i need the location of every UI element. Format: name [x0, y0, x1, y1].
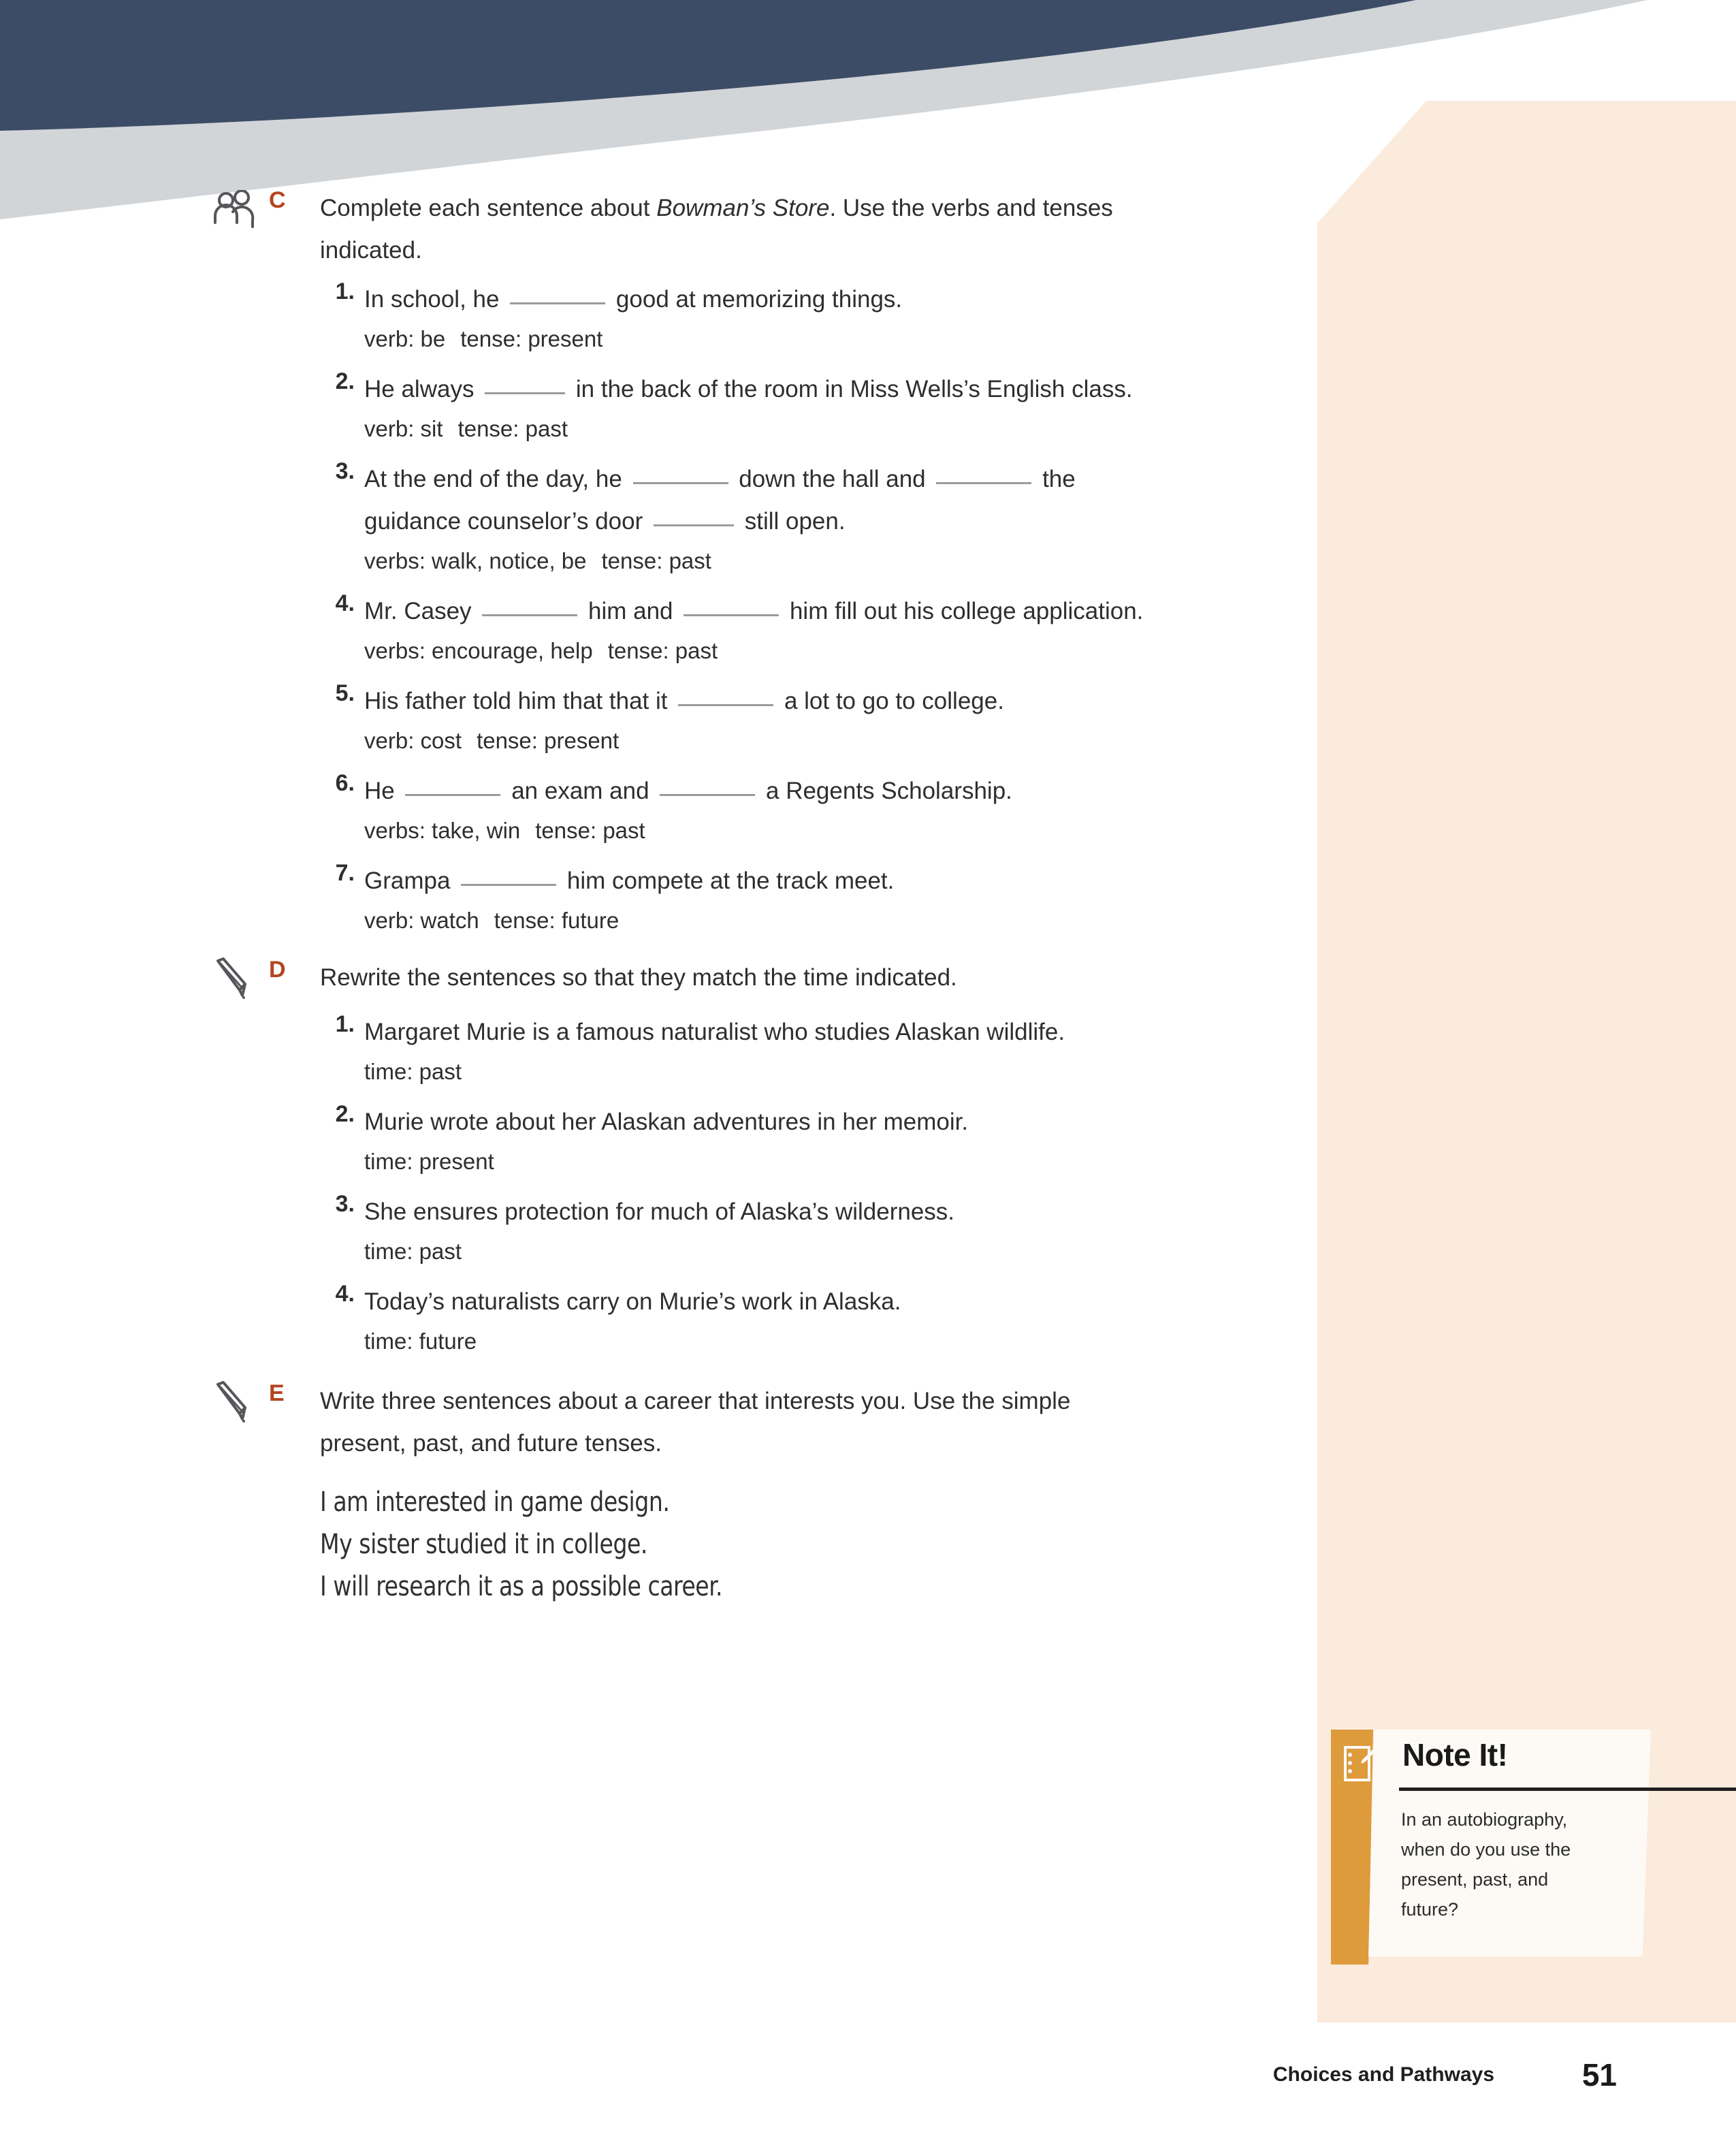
hint-tense: tense: present [477, 728, 620, 753]
exercise-e-answers [0, 1481, 1317, 1608]
exercise-e-letter: E [269, 1380, 285, 1406]
exercise-c-letter: C [269, 187, 287, 213]
sentence-part: Mr. Casey [364, 598, 479, 624]
item-hint: time: past [364, 1239, 462, 1264]
exercise-d-items [0, 1011, 1317, 1361]
item-sentence [364, 860, 1144, 902]
student-answer-line[interactable]: My sister studied it in college. [320, 1529, 647, 1560]
answer-blank[interactable] [660, 794, 755, 796]
item-sentence [364, 368, 1144, 411]
exercise-d-instruction: Rewrite the sentences so that they match the time indicated. [320, 964, 957, 991]
sentence-part: He always [364, 376, 481, 402]
sentence-part: His father told him that that it [364, 688, 675, 714]
item-number: 5. [335, 680, 355, 706]
item-number: 3. [335, 1191, 355, 1217]
hint-verb: verb: be [364, 326, 446, 351]
pencil-icon [212, 1380, 261, 1425]
item-hint [364, 319, 1144, 359]
item-sentence [364, 279, 1144, 321]
list-item [0, 1281, 1317, 1361]
hint-tense: tense: past [535, 818, 645, 843]
item-hint [364, 721, 1144, 761]
student-answer-line[interactable]: I am interested in game design. [320, 1487, 670, 1518]
answer-blank[interactable] [482, 614, 577, 616]
list-item [0, 1011, 1317, 1092]
sentence-part: him and [581, 598, 680, 624]
item-sentence: Today’s naturalists carry on Murie’s work in Alaska. [364, 1288, 901, 1315]
student-answer-line[interactable]: I will research it as a possible career. [320, 1571, 723, 1602]
exercise-c-items [0, 279, 1317, 940]
sentence-part: still open. [738, 508, 846, 535]
hint-verb: verb: cost [364, 728, 462, 753]
list-item [0, 1101, 1317, 1181]
sentence-part: a lot to go to college. [777, 688, 1004, 714]
answer-blank[interactable] [405, 794, 500, 796]
item-number: 1. [335, 1011, 355, 1037]
hint-tense: tense: future [494, 908, 620, 933]
exercise-d-heading [0, 957, 1317, 1004]
page-footer [0, 2057, 1736, 2104]
item-hint [364, 409, 1144, 449]
exercise-d [0, 957, 1317, 1361]
list-item [0, 860, 1317, 940]
hint-tense: tense: past [601, 548, 711, 573]
answer-blank[interactable] [633, 482, 728, 484]
note-it-body: In an autobiography, when do you use the present, past, and future? [1401, 1809, 1571, 1920]
answer-blank[interactable] [684, 614, 779, 616]
item-number: 2. [335, 368, 355, 394]
note-it-divider [1399, 1788, 1736, 1791]
sentence-part: Grampa [364, 868, 457, 894]
hint-tense: tense: past [457, 416, 568, 441]
sentence-part: He [364, 778, 402, 804]
page-number: 51 [1581, 2057, 1617, 2093]
hint-tense: tense: present [460, 326, 603, 351]
hint-verb: verbs: take, win [364, 818, 521, 843]
exercise-c [0, 187, 1317, 940]
item-hint [364, 901, 1144, 940]
notepad-pencil-icon [1339, 1742, 1380, 1787]
exercise-e-heading [0, 1380, 1317, 1465]
item-sentence [364, 770, 1144, 812]
item-sentence: She ensures protection for much of Alaska’s wilderness. [364, 1198, 955, 1225]
item-number: 4. [335, 590, 355, 616]
sentence-part: down the hall and [732, 466, 933, 492]
note-it-callout [1331, 1730, 1651, 1965]
list-item [0, 770, 1317, 851]
item-sentence: Murie wrote about her Alaskan adventures in her memoir. [364, 1109, 969, 1135]
item-sentence [364, 590, 1144, 633]
exercise-c-instruction [320, 187, 1144, 272]
answer-blank[interactable] [654, 524, 734, 526]
item-hint: time: future [364, 1329, 477, 1354]
instruction-italic-title: Bowman’s Store [656, 195, 830, 221]
sentence-part: good at memorizing things. [609, 286, 903, 313]
exercise-e-instruction: Write three sentences about a career that interests you. Use the simple present, past, and future tenses. [320, 1388, 1071, 1457]
hint-verb: verb: watch [364, 908, 479, 933]
answer-blank[interactable] [678, 704, 773, 706]
hint-tense: tense: past [607, 638, 718, 663]
item-number: 4. [335, 1281, 355, 1307]
pencil-icon [212, 957, 261, 1002]
hint-verb: verbs: walk, notice, be [364, 548, 587, 573]
list-item [0, 368, 1317, 449]
item-number: 7. [335, 860, 355, 886]
sentence-part: a Regents Scholarship. [759, 778, 1012, 804]
item-sentence: Margaret Murie is a famous naturalist who studies Alaskan wildlife. [364, 1019, 1065, 1045]
sentence-part: in the back of the room in Miss Wells’s English class. [569, 376, 1133, 402]
list-item [0, 279, 1317, 359]
item-hint: time: past [364, 1059, 462, 1084]
list-item [0, 1191, 1317, 1271]
footer-chapter-title: Choices and Pathways [1272, 2063, 1494, 2086]
list-item [0, 590, 1317, 671]
answer-blank[interactable] [485, 392, 565, 394]
answer-blank[interactable] [461, 884, 556, 886]
item-hint [364, 541, 1144, 581]
item-sentence [364, 680, 1144, 722]
hint-verb: verbs: encourage, help [364, 638, 593, 663]
sentence-part: At the end of the day, he [364, 466, 629, 492]
answer-blank[interactable] [936, 482, 1031, 484]
item-number: 2. [335, 1101, 355, 1127]
item-number: 3. [335, 458, 355, 484]
item-number: 1. [335, 279, 355, 304]
exercise-d-letter: D [269, 957, 287, 983]
pair-work-icon [211, 190, 260, 235]
sentence-part: an exam and [504, 778, 656, 804]
sentence-part: the guidance counselor’s door [364, 466, 1076, 535]
answer-blank[interactable] [510, 302, 605, 304]
hint-verb: verb: sit [364, 416, 443, 441]
list-item [0, 458, 1317, 581]
sentence-part: In school, he [364, 286, 507, 313]
exercise-c-heading [0, 187, 1317, 272]
item-hint [364, 631, 1144, 671]
item-sentence [364, 458, 1144, 543]
note-it-title: Note It! [1402, 1737, 1508, 1773]
item-number: 6. [335, 770, 355, 796]
instruction-pre: Complete each sentence about [320, 195, 657, 221]
exercise-e [0, 1380, 1317, 1608]
sentence-part: him compete at the track meet. [560, 868, 895, 894]
instruction-post: . Use the verbs and tenses indicated. [320, 195, 1113, 264]
item-hint: time: present [364, 1149, 494, 1174]
sentence-part: him fill out his college application. [783, 598, 1144, 624]
item-hint [364, 811, 1144, 851]
list-item [0, 680, 1317, 761]
